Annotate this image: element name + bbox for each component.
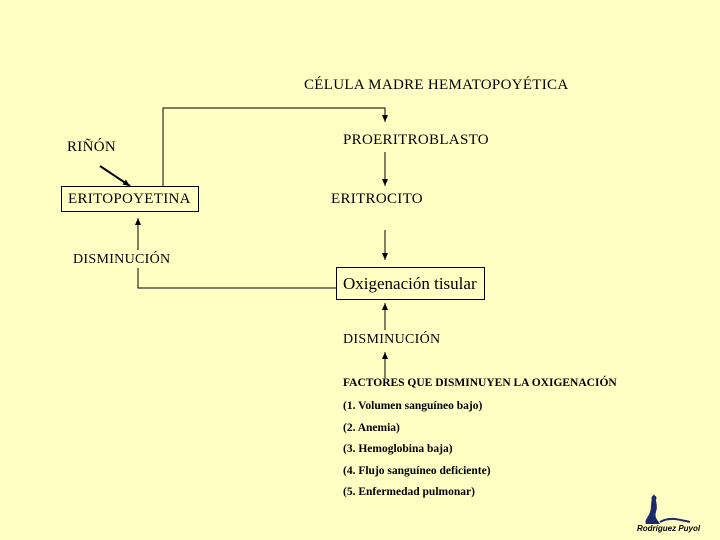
factors-title: FACTORES QUE DISMINUYEN LA OXIGENACIÓN [343, 377, 617, 389]
oxy-feedback-line [138, 268, 336, 288]
node-stem-cell: CÉLULA MADRE HEMATOPOYÉTICA [304, 77, 569, 93]
kidney-to-epo-arrow [100, 166, 130, 186]
node-decrease-bottom: DISMINUCIÓN [343, 332, 441, 347]
factor-item: (2. Anemia) [343, 422, 400, 434]
factor-item: (4. Flujo sanguíneo deficiente) [343, 465, 491, 477]
node-erythropoietin: ERITOPOYETINA [61, 186, 199, 212]
node-decrease-top: DISMINUCIÓN [73, 252, 171, 267]
factor-item: (3. Hemoglobina baja) [343, 443, 453, 455]
factor-item: (5. Enfermedad pulmonar) [343, 486, 475, 498]
node-oxygenation: Oxigenación tisular [336, 267, 485, 300]
factor-item: (1. Volumen sanguíneo bajo) [343, 400, 483, 412]
signature: Rodríguez Puyol [637, 524, 701, 533]
node-kidney: RIÑÓN [67, 139, 116, 155]
node-erythrocyte: ERITROCITO [331, 191, 423, 207]
node-proerythroblast: PROERITROBLASTO [343, 132, 489, 148]
